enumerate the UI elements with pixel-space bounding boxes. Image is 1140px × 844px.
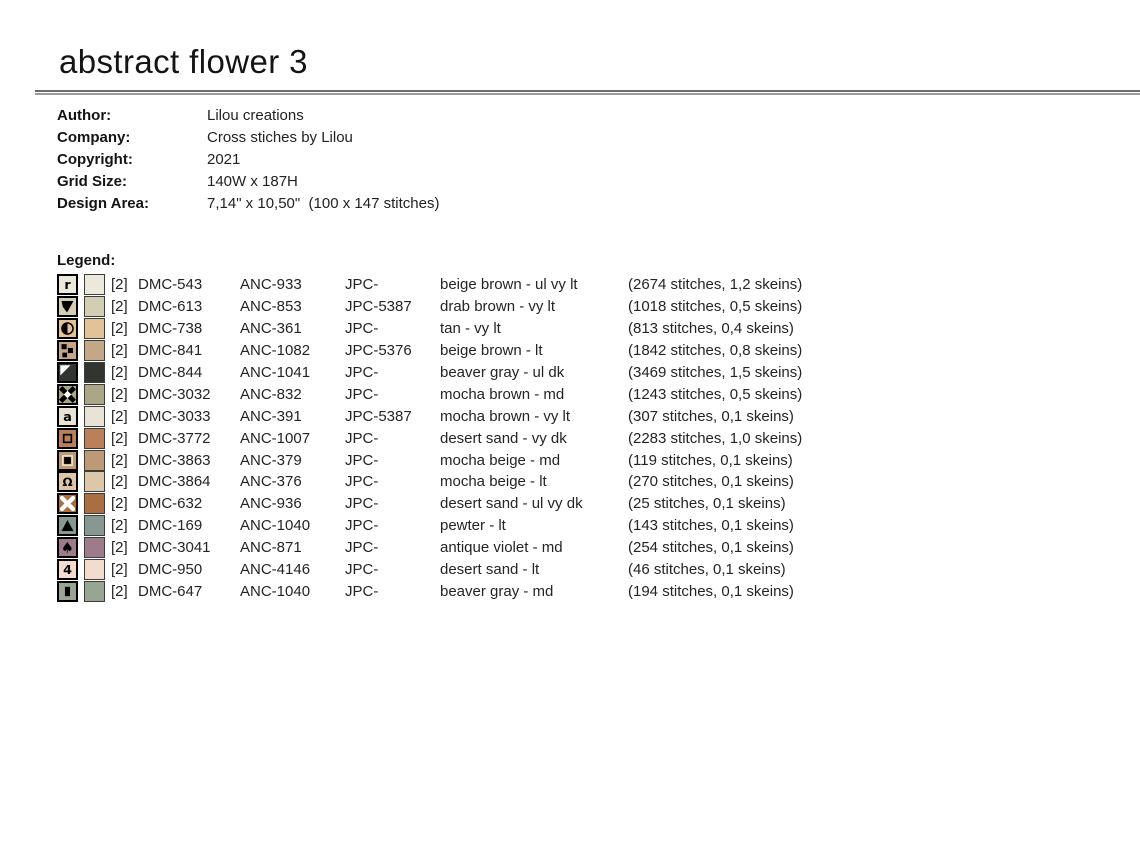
strand-count: [2]	[111, 385, 128, 403]
svg-text:a: a	[63, 409, 72, 425]
jpc-code: JPC-	[345, 364, 379, 381]
color-swatch	[84, 537, 105, 558]
legend-row	[0, 471, 1140, 493]
color-swatch	[84, 471, 105, 492]
color-name: pewter - lt	[440, 517, 506, 535]
legend-row	[0, 515, 1140, 537]
svg-text:Ω: Ω	[62, 475, 73, 490]
meta-value: 140W x 187H	[207, 173, 298, 190]
stitch-usage: (3469 stitches, 1,5 skeins)	[628, 364, 803, 381]
filled-triangle-icon	[57, 515, 78, 536]
jpc-code: JPC-	[345, 495, 379, 513]
jpc-code: JPC-	[345, 473, 379, 491]
x-diamond-icon	[57, 384, 78, 405]
stitch-usage: (1842 stitches, 0,8 skeins)	[628, 342, 803, 360]
strand-count: [2]	[111, 473, 128, 491]
strand-count: [2]	[111, 517, 128, 535]
half-filled-circle-icon	[57, 318, 78, 339]
dmc-code: DMC-3863	[138, 451, 211, 469]
anchor-code: ANC-361	[240, 320, 302, 338]
white-corner-triangle-icon	[57, 362, 78, 383]
anchor-code: ANC-379	[240, 451, 302, 469]
legend-row	[0, 427, 1140, 449]
strand-count: [2]	[111, 320, 128, 338]
strand-count: [2]	[111, 429, 128, 447]
color-name: beaver gray - md	[440, 582, 554, 600]
legend-row	[0, 383, 1140, 405]
anchor-code: ANC-853	[240, 298, 302, 316]
color-name: mocha beige - md	[440, 451, 561, 469]
stitch-usage: (194 stitches, 0,1 skeins)	[628, 582, 794, 600]
dmc-code: DMC-543	[138, 276, 203, 294]
legend-heading: Legend:	[57, 252, 116, 269]
anchor-code: ANC-1041	[240, 364, 311, 381]
legend-row	[0, 493, 1140, 515]
strand-count: [2]	[111, 342, 128, 360]
anchor-code: ANC-1082	[240, 342, 311, 360]
anchor-code: ANC-1040	[240, 582, 311, 600]
dmc-code: DMC-841	[138, 342, 203, 360]
legend-row	[0, 559, 1140, 581]
legend-row	[0, 537, 1140, 559]
color-swatch	[84, 581, 105, 602]
svg-text:4: 4	[63, 563, 72, 579]
color-name: desert sand - vy dk	[440, 429, 567, 447]
letter-r-icon	[57, 274, 78, 295]
jpc-code: JPC-5387	[345, 407, 412, 425]
stitch-usage: (270 stitches, 0,1 skeins)	[628, 473, 794, 491]
stitch-usage: (1018 stitches, 0,5 skeins)	[628, 298, 803, 316]
dmc-code: DMC-950	[138, 561, 203, 579]
meta-label: Author:	[57, 107, 112, 124]
anchor-code: ANC-936	[240, 495, 302, 513]
legend-row	[0, 318, 1140, 340]
meta-label: Copyright:	[57, 151, 133, 168]
strand-count: [2]	[111, 364, 128, 381]
legend-row	[0, 580, 1140, 602]
small-square-outline-icon	[57, 428, 78, 449]
dmc-code: DMC-169	[138, 517, 203, 535]
jpc-code: JPC-	[345, 451, 379, 469]
meta-label: Company:	[57, 129, 131, 146]
color-swatch	[84, 296, 105, 317]
color-name: desert sand - lt	[440, 561, 540, 579]
stitch-usage: (813 stitches, 0,4 skeins)	[628, 320, 794, 338]
meta-row-design-area	[57, 193, 1140, 215]
strand-count: [2]	[111, 276, 128, 294]
color-name: mocha brown - vy lt	[440, 407, 571, 425]
white-x-icon	[57, 493, 78, 514]
legend-row	[0, 296, 1140, 318]
jpc-code: JPC-5387	[345, 298, 412, 316]
color-swatch	[84, 559, 105, 580]
anchor-code: ANC-871	[240, 539, 302, 557]
dmc-code: DMC-3032	[138, 385, 211, 403]
dmc-code: DMC-3772	[138, 429, 211, 447]
jpc-code: JPC-	[345, 385, 379, 403]
letter-a-icon	[57, 406, 78, 427]
svg-text:r: r	[64, 278, 71, 294]
title-divider	[35, 90, 1140, 95]
meta-label: Grid Size:	[57, 173, 128, 190]
pattern-info-page	[0, 43, 1140, 602]
strand-count: [2]	[111, 539, 128, 557]
stitch-usage: (2674 stitches, 1,2 skeins)	[628, 276, 803, 294]
color-swatch	[84, 515, 105, 536]
vertical-bar-icon	[57, 581, 78, 602]
stitch-usage: (254 stitches, 0,1 skeins)	[628, 539, 794, 557]
stitch-usage: (307 stitches, 0,1 skeins)	[628, 407, 794, 425]
svg-text:♠: ♠	[61, 540, 74, 557]
page-title: abstract flower 3	[59, 43, 308, 80]
anchor-code: ANC-376	[240, 473, 302, 491]
color-name: antique violet - md	[440, 539, 563, 557]
anchor-code: ANC-1007	[240, 429, 311, 447]
color-name: mocha brown - md	[440, 385, 565, 403]
anchor-code: ANC-391	[240, 407, 302, 425]
meta-value: 7,14" x 10,50" (100 x 147 stitches)	[207, 195, 440, 212]
stitch-usage: (2283 stitches, 1,0 skeins)	[628, 429, 803, 447]
legend-row	[0, 405, 1140, 427]
strand-count: [2]	[111, 451, 128, 469]
color-name: beige brown - lt	[440, 342, 543, 360]
stitch-usage: (143 stitches, 0,1 skeins)	[628, 517, 794, 535]
jpc-code: JPC-	[345, 276, 379, 294]
meta-label: Design Area:	[57, 195, 149, 212]
dmc-code: DMC-647	[138, 582, 203, 600]
strand-count: [2]	[111, 582, 128, 600]
strand-count: [2]	[111, 495, 128, 513]
dmc-code: DMC-3864	[138, 473, 211, 491]
color-swatch	[84, 340, 105, 361]
color-name: beaver gray - ul dk	[440, 364, 565, 381]
anchor-code: ANC-832	[240, 385, 302, 403]
small-square-filled-icon	[57, 450, 78, 471]
legend-table	[0, 274, 1140, 602]
color-swatch	[84, 274, 105, 295]
dmc-code: DMC-844	[138, 364, 203, 381]
flag-icon	[57, 296, 78, 317]
legend-row	[0, 362, 1140, 384]
jpc-code: JPC-5376	[345, 342, 412, 360]
strand-count: [2]	[111, 298, 128, 316]
jpc-code: JPC-	[345, 539, 379, 557]
jpc-code: JPC-	[345, 582, 379, 600]
dmc-code: DMC-738	[138, 320, 203, 338]
meta-row-company	[57, 127, 1140, 149]
color-name: desert sand - ul vy dk	[440, 495, 583, 513]
stitch-usage: (1243 stitches, 0,5 skeins)	[628, 385, 803, 403]
strand-count: [2]	[111, 407, 128, 425]
meta-value: Cross stiches by Lilou	[207, 129, 353, 146]
dmc-code: DMC-3033	[138, 407, 211, 425]
color-swatch	[84, 384, 105, 405]
color-swatch	[84, 493, 105, 514]
meta-value: 2021	[207, 151, 241, 168]
color-swatch	[84, 318, 105, 339]
diagonal-squares-icon	[57, 340, 78, 361]
spade-icon	[57, 537, 78, 558]
jpc-code: JPC-	[345, 320, 379, 338]
meta-row-copyright	[57, 149, 1140, 171]
dmc-code: DMC-3041	[138, 539, 211, 557]
color-swatch	[84, 450, 105, 471]
omega-icon	[57, 471, 78, 492]
legend-row	[0, 340, 1140, 362]
color-name: beige brown - ul vy lt	[440, 276, 578, 294]
dmc-code: DMC-613	[138, 298, 203, 316]
meta-row-author	[57, 105, 1140, 127]
color-swatch	[84, 406, 105, 427]
legend-row	[0, 449, 1140, 471]
jpc-code: JPC-	[345, 517, 379, 535]
jpc-code: JPC-	[345, 561, 379, 579]
jpc-code: JPC-	[345, 429, 379, 447]
stitch-usage: (119 stitches, 0,1 skeins)	[628, 451, 793, 469]
color-swatch	[84, 362, 105, 383]
meta-row-grid-size	[57, 171, 1140, 193]
anchor-code: ANC-1040	[240, 517, 311, 535]
stitch-usage: (46 stitches, 0,1 skeins)	[628, 561, 786, 579]
color-swatch	[84, 428, 105, 449]
anchor-code: ANC-4146	[240, 561, 311, 579]
dmc-code: DMC-632	[138, 495, 203, 513]
strand-count: [2]	[111, 561, 128, 579]
stitch-usage: (25 stitches, 0,1 skeins)	[628, 495, 786, 513]
meta-value: Lilou creations	[207, 107, 304, 124]
anchor-code: ANC-933	[240, 276, 302, 294]
color-name: drab brown - vy lt	[440, 298, 556, 316]
digit-4-icon	[57, 559, 78, 580]
color-name: mocha beige - lt	[440, 473, 547, 491]
pattern-metadata	[57, 105, 1140, 215]
color-name: tan - vy lt	[440, 320, 501, 338]
legend-row	[0, 274, 1140, 296]
